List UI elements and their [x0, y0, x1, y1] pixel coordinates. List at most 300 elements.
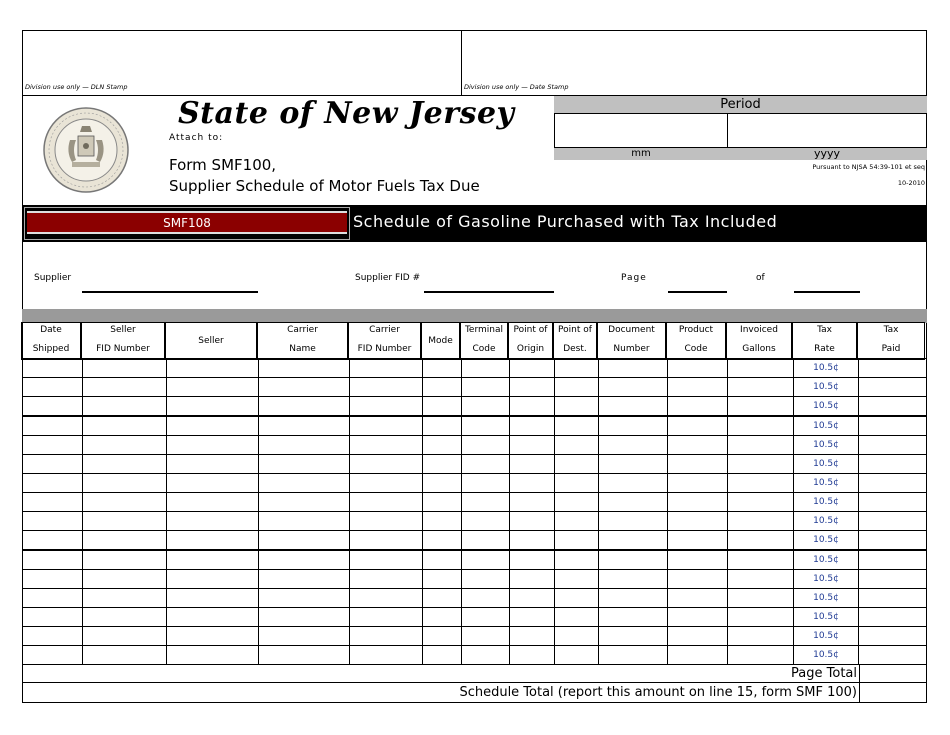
column-header	[726, 322, 792, 360]
entry-cell[interactable]	[462, 646, 510, 665]
page-count-input-line[interactable]	[794, 291, 860, 293]
column-header-line2: Gallons	[742, 344, 776, 354]
entry-cell[interactable]	[859, 627, 927, 646]
entry-cell[interactable]	[259, 359, 350, 378]
entry-cell[interactable]	[259, 589, 350, 608]
entry-cell[interactable]	[728, 570, 794, 589]
column-header-line1: Seller	[110, 325, 136, 335]
column-header	[257, 322, 348, 360]
entry-cell[interactable]	[462, 455, 510, 474]
entry-cell[interactable]	[423, 608, 462, 627]
entry-cell[interactable]	[23, 608, 83, 627]
entry-cell[interactable]	[728, 397, 794, 417]
table-row	[23, 474, 927, 493]
tax-rate-cell: 10.5¢	[794, 531, 859, 551]
entry-cell[interactable]	[83, 550, 167, 570]
column-header	[165, 322, 257, 360]
entry-cell[interactable]	[167, 627, 259, 646]
entry-cell[interactable]	[462, 359, 510, 378]
page-total-label: Page Total	[791, 666, 857, 681]
yyyy-cell	[727, 146, 927, 160]
entry-cell[interactable]	[555, 455, 599, 474]
table-row	[23, 416, 927, 436]
entry-cell[interactable]	[555, 646, 599, 665]
table-row	[23, 550, 927, 570]
entry-cell[interactable]	[423, 455, 462, 474]
entry-cell[interactable]	[23, 436, 83, 455]
entry-cell[interactable]	[259, 397, 350, 417]
entry-cell[interactable]	[350, 397, 423, 417]
entry-cell[interactable]	[599, 359, 668, 378]
stamp-divider	[461, 30, 462, 95]
revision-text: 10-2010	[897, 179, 925, 187]
entry-cell[interactable]	[668, 608, 728, 627]
tax-rate-cell: 10.5¢	[794, 512, 859, 531]
entry-cell[interactable]	[83, 493, 167, 512]
entry-cell[interactable]	[599, 436, 668, 455]
tax-rate-cell: 10.5¢	[794, 474, 859, 493]
entry-cell[interactable]	[462, 397, 510, 417]
table-row	[23, 589, 927, 608]
entry-cell[interactable]	[510, 646, 555, 665]
entry-cell[interactable]	[350, 474, 423, 493]
entry-cell[interactable]	[510, 359, 555, 378]
entry-cell[interactable]	[728, 627, 794, 646]
entry-cell[interactable]	[859, 436, 927, 455]
entry-cell[interactable]	[350, 570, 423, 589]
table-row	[23, 608, 927, 627]
entry-cell[interactable]	[728, 531, 794, 551]
entry-cell[interactable]	[259, 512, 350, 531]
entry-cell[interactable]	[462, 531, 510, 551]
entry-cell[interactable]	[423, 531, 462, 551]
entry-cell[interactable]	[510, 474, 555, 493]
entry-cell[interactable]	[167, 474, 259, 493]
entry-cell[interactable]	[599, 378, 668, 397]
entry-cell[interactable]	[510, 608, 555, 627]
entry-cell[interactable]	[167, 378, 259, 397]
entry-cell[interactable]	[668, 359, 728, 378]
entry-cell[interactable]	[555, 416, 599, 436]
column-header	[508, 322, 553, 360]
tax-rate-cell: 10.5¢	[794, 493, 859, 512]
entry-cell[interactable]	[510, 493, 555, 512]
entry-cell[interactable]	[859, 474, 927, 493]
entry-cell[interactable]	[83, 646, 167, 665]
entry-cell[interactable]	[423, 589, 462, 608]
entry-cell[interactable]	[728, 550, 794, 570]
table-row	[23, 531, 927, 551]
entry-cell[interactable]	[259, 378, 350, 397]
entry-cell[interactable]	[462, 493, 510, 512]
entry-cell[interactable]	[423, 512, 462, 531]
table-row	[23, 512, 927, 531]
entry-cell[interactable]	[668, 512, 728, 531]
entry-cell[interactable]	[350, 416, 423, 436]
entry-cell[interactable]	[859, 359, 927, 378]
column-header-line1: Document	[608, 325, 655, 335]
entry-cell[interactable]	[23, 397, 83, 417]
entry-cell[interactable]	[23, 646, 83, 665]
entry-cell[interactable]	[728, 608, 794, 627]
entry-cell[interactable]	[23, 512, 83, 531]
entry-cell[interactable]	[350, 531, 423, 551]
entry-cell[interactable]	[668, 397, 728, 417]
schedule-total-label: Schedule Total (report this amount on line 15, form SMF 100)	[459, 685, 857, 700]
entry-cell[interactable]	[462, 570, 510, 589]
entry-cell[interactable]	[462, 474, 510, 493]
supplier-fid-input-line[interactable]	[424, 291, 554, 293]
tax-rate-cell: 10.5¢	[794, 455, 859, 474]
entry-cell[interactable]	[668, 570, 728, 589]
entry-cell[interactable]	[728, 493, 794, 512]
entry-cell[interactable]	[555, 359, 599, 378]
entry-cell[interactable]	[83, 474, 167, 493]
tax-rate-cell: 10.5¢	[794, 550, 859, 570]
column-header	[597, 322, 666, 360]
entry-cell[interactable]	[668, 436, 728, 455]
entry-cell[interactable]	[23, 531, 83, 551]
entry-cell[interactable]	[423, 570, 462, 589]
entry-cell[interactable]	[462, 589, 510, 608]
entry-cell[interactable]	[859, 455, 927, 474]
entry-cell[interactable]	[555, 531, 599, 551]
entry-cell[interactable]	[23, 627, 83, 646]
entry-cell[interactable]	[510, 550, 555, 570]
column-header-line1: Point of	[513, 325, 548, 335]
column-header-line1: Date	[40, 325, 62, 335]
entry-cell[interactable]	[167, 416, 259, 436]
entry-cell[interactable]	[423, 359, 462, 378]
column-header	[857, 322, 925, 360]
entry-cell[interactable]	[167, 531, 259, 551]
entry-cell[interactable]	[668, 474, 728, 493]
entry-cell[interactable]	[167, 512, 259, 531]
tax-rate-cell: 10.5¢	[794, 436, 859, 455]
entry-cell[interactable]	[599, 570, 668, 589]
entry-cell[interactable]	[599, 646, 668, 665]
tax-rate-cell: 10.5¢	[794, 397, 859, 417]
page-total-value[interactable]	[860, 665, 926, 683]
entry-cell[interactable]	[859, 416, 927, 436]
entry-cell[interactable]	[23, 359, 83, 378]
date-stamp-label: Division use only — Date Stamp	[464, 83, 569, 91]
form-title-line2: Supplier Schedule of Motor Fuels Tax Due	[169, 177, 480, 195]
column-header	[348, 322, 421, 360]
period-month-field[interactable]	[554, 113, 728, 148]
entry-cell[interactable]	[510, 455, 555, 474]
period-year-field[interactable]	[727, 113, 927, 148]
column-header	[666, 322, 726, 360]
entry-cell[interactable]	[510, 531, 555, 551]
entry-cell[interactable]	[728, 589, 794, 608]
entry-cell[interactable]	[259, 570, 350, 589]
entry-cell[interactable]	[555, 493, 599, 512]
entry-cell[interactable]	[555, 608, 599, 627]
entry-cell[interactable]	[462, 436, 510, 455]
column-header-line2: Code	[684, 344, 708, 354]
entry-cell[interactable]	[350, 550, 423, 570]
entry-cell[interactable]	[423, 627, 462, 646]
entry-cell[interactable]	[23, 474, 83, 493]
entry-cell[interactable]	[859, 550, 927, 570]
entry-cell[interactable]	[23, 550, 83, 570]
entry-cell[interactable]	[167, 493, 259, 512]
entry-cell[interactable]	[555, 550, 599, 570]
entry-cell[interactable]	[259, 474, 350, 493]
column-header	[81, 322, 165, 360]
entry-cell[interactable]	[859, 493, 927, 512]
entry-cell[interactable]	[668, 589, 728, 608]
form-code: SMF108	[163, 215, 211, 230]
dln-stamp-label: Division use only — DLN Stamp	[25, 83, 128, 91]
column-header-line2: Paid	[881, 344, 901, 354]
entry-cell[interactable]	[555, 627, 599, 646]
pursuant-text: Pursuant to NJSA 54:39-101 et seq	[812, 163, 925, 171]
yyyy-label: yyyy	[813, 146, 841, 160]
entry-cell[interactable]	[167, 436, 259, 455]
entry-cell[interactable]	[510, 512, 555, 531]
entry-cell[interactable]	[83, 378, 167, 397]
entry-cell[interactable]	[599, 627, 668, 646]
table-row	[23, 455, 927, 474]
entry-cell[interactable]	[167, 608, 259, 627]
entry-cell[interactable]	[423, 474, 462, 493]
entry-cell[interactable]	[259, 416, 350, 436]
entry-cell[interactable]	[350, 436, 423, 455]
entry-cell[interactable]	[728, 474, 794, 493]
column-header-line1: Terminal	[464, 325, 504, 335]
entry-cell[interactable]	[599, 512, 668, 531]
entry-cell[interactable]	[555, 397, 599, 417]
entry-cell[interactable]	[259, 550, 350, 570]
column-header-line2: Shipped	[32, 344, 70, 354]
entry-cell[interactable]	[167, 570, 259, 589]
column-header-line1: Point of	[558, 325, 592, 335]
entry-cell[interactable]	[510, 378, 555, 397]
entry-cell[interactable]	[668, 550, 728, 570]
entry-cell[interactable]	[668, 455, 728, 474]
entry-cell[interactable]	[462, 550, 510, 570]
entry-cell[interactable]	[423, 493, 462, 512]
entry-cell[interactable]	[555, 570, 599, 589]
entry-cell[interactable]	[83, 416, 167, 436]
entry-cell[interactable]	[599, 416, 668, 436]
entry-cell[interactable]	[350, 378, 423, 397]
supplier-label: Supplier	[34, 273, 72, 283]
entry-cell[interactable]	[83, 455, 167, 474]
page-label: Page	[621, 273, 647, 283]
entry-cell[interactable]	[259, 531, 350, 551]
banner-title: Schedule of Gasoline Purchased with Tax Included	[353, 212, 778, 231]
entry-cell[interactable]	[23, 416, 83, 436]
entry-cell[interactable]	[510, 589, 555, 608]
column-header-line1: Mode	[428, 336, 453, 346]
entry-cell[interactable]	[83, 627, 167, 646]
entry-cell[interactable]	[350, 627, 423, 646]
entry-cell[interactable]	[83, 512, 167, 531]
column-header-line2: Name	[289, 344, 316, 354]
entry-cell[interactable]	[423, 436, 462, 455]
entry-cell[interactable]	[23, 455, 83, 474]
entry-cell[interactable]	[859, 646, 927, 665]
entry-cell[interactable]	[728, 416, 794, 436]
entry-cell[interactable]	[167, 589, 259, 608]
attach-to-label: Attach to:	[169, 133, 224, 143]
entry-cell[interactable]	[350, 455, 423, 474]
entry-cell[interactable]	[859, 570, 927, 589]
column-header	[21, 322, 81, 360]
entry-cell[interactable]	[859, 589, 927, 608]
tax-rate-cell: 10.5¢	[794, 570, 859, 589]
tax-rate-cell: 10.5¢	[794, 378, 859, 397]
entry-cell[interactable]	[83, 397, 167, 417]
column-header-line2: Code	[472, 344, 496, 354]
period-header	[554, 96, 927, 113]
column-header	[421, 322, 460, 360]
entry-cell[interactable]	[510, 627, 555, 646]
entry-cell[interactable]	[23, 378, 83, 397]
of-label: of	[756, 273, 765, 283]
entry-cell[interactable]	[350, 589, 423, 608]
entry-cell[interactable]	[668, 416, 728, 436]
entry-cell[interactable]	[668, 493, 728, 512]
entry-cell[interactable]	[167, 550, 259, 570]
entry-cell[interactable]	[350, 493, 423, 512]
entry-cell[interactable]	[259, 493, 350, 512]
column-header-line1: Seller	[198, 336, 224, 346]
schedule-total-value[interactable]	[860, 684, 926, 702]
entry-cell[interactable]	[167, 359, 259, 378]
entry-cell[interactable]	[462, 608, 510, 627]
entry-cell[interactable]	[462, 378, 510, 397]
entry-cell[interactable]	[350, 646, 423, 665]
entry-cell[interactable]	[167, 397, 259, 417]
column-header-line2: FID Number	[96, 344, 150, 354]
entry-cell[interactable]	[423, 378, 462, 397]
entry-cell[interactable]	[23, 589, 83, 608]
entry-cell[interactable]	[555, 589, 599, 608]
column-header-line1: Carrier	[369, 325, 400, 335]
entry-cell[interactable]	[859, 512, 927, 531]
entry-cell[interactable]	[423, 550, 462, 570]
entry-cell[interactable]	[83, 608, 167, 627]
entry-cell[interactable]	[259, 608, 350, 627]
table-row	[23, 493, 927, 512]
entry-cell[interactable]	[510, 570, 555, 589]
entry-cell[interactable]	[728, 455, 794, 474]
entry-cell[interactable]	[728, 359, 794, 378]
table-row	[23, 646, 927, 665]
entry-cell[interactable]	[462, 512, 510, 531]
entry-cell[interactable]	[350, 608, 423, 627]
entry-cell[interactable]	[599, 397, 668, 417]
entry-cell[interactable]	[599, 531, 668, 551]
entry-cell[interactable]	[599, 474, 668, 493]
entry-cell[interactable]	[23, 493, 83, 512]
entry-cell[interactable]	[510, 436, 555, 455]
column-header-line2: Origin	[516, 344, 545, 354]
column-header	[553, 322, 597, 360]
entry-cell[interactable]	[728, 512, 794, 531]
entry-cell[interactable]	[83, 531, 167, 551]
column-header-line1: Tax	[883, 325, 899, 335]
column-header-line2: Rate	[814, 344, 835, 354]
form-title-line1: Form SMF100,	[169, 156, 277, 174]
column-header	[792, 322, 857, 360]
entry-cell[interactable]	[350, 512, 423, 531]
entry-cell[interactable]	[23, 570, 83, 589]
column-header-line1: Product	[678, 325, 714, 335]
entry-cell[interactable]	[167, 646, 259, 665]
entry-cell[interactable]	[462, 416, 510, 436]
entry-cell[interactable]	[83, 589, 167, 608]
column-header-line2: Number	[613, 344, 650, 354]
entry-cell[interactable]	[83, 359, 167, 378]
entry-cell[interactable]	[859, 608, 927, 627]
entry-cell[interactable]	[555, 436, 599, 455]
tax-rate-cell: 10.5¢	[794, 627, 859, 646]
supplier-fid-label: Supplier FID #	[355, 273, 421, 283]
tax-rate-cell: 10.5¢	[794, 646, 859, 665]
entry-cell[interactable]	[859, 378, 927, 397]
nj-state-seal-icon	[42, 106, 130, 194]
entry-cell[interactable]	[599, 550, 668, 570]
entry-cell[interactable]	[423, 646, 462, 665]
schedule-table	[22, 358, 927, 665]
form-code-box	[27, 211, 347, 234]
column-header-line2: Dest.	[563, 344, 587, 354]
entry-cell[interactable]	[728, 436, 794, 455]
entry-cell[interactable]	[668, 378, 728, 397]
entry-cell[interactable]	[728, 646, 794, 665]
tax-rate-cell: 10.5¢	[794, 416, 859, 436]
entry-cell[interactable]	[423, 397, 462, 417]
page-number-input-line[interactable]	[668, 291, 727, 293]
entry-cell[interactable]	[555, 512, 599, 531]
entry-cell[interactable]	[83, 436, 167, 455]
entry-cell[interactable]	[259, 455, 350, 474]
entry-cell[interactable]	[350, 359, 423, 378]
entry-cell[interactable]	[259, 646, 350, 665]
table-row	[23, 627, 927, 646]
period-label: Period	[720, 97, 761, 112]
tax-rate-cell: 10.5¢	[794, 359, 859, 378]
entry-cell[interactable]	[555, 378, 599, 397]
entry-cell[interactable]	[423, 416, 462, 436]
entry-cell[interactable]	[599, 493, 668, 512]
column-header-line1: Tax	[817, 325, 832, 335]
entry-cell[interactable]	[462, 627, 510, 646]
entry-cell[interactable]	[83, 570, 167, 589]
entry-cell[interactable]	[668, 646, 728, 665]
entry-cell[interactable]	[259, 627, 350, 646]
entry-cell[interactable]	[167, 455, 259, 474]
supplier-input-line[interactable]	[82, 291, 258, 293]
entry-cell[interactable]	[555, 474, 599, 493]
entry-cell[interactable]	[510, 397, 555, 417]
entry-cell[interactable]	[599, 608, 668, 627]
entry-cell[interactable]	[859, 397, 927, 417]
entry-cell[interactable]	[510, 416, 555, 436]
entry-cell[interactable]	[599, 589, 668, 608]
entry-cell[interactable]	[728, 378, 794, 397]
entry-cell[interactable]	[668, 531, 728, 551]
entry-cell[interactable]	[668, 627, 728, 646]
entry-cell[interactable]	[259, 436, 350, 455]
entry-cell[interactable]	[859, 531, 927, 551]
entry-cell[interactable]	[599, 455, 668, 474]
